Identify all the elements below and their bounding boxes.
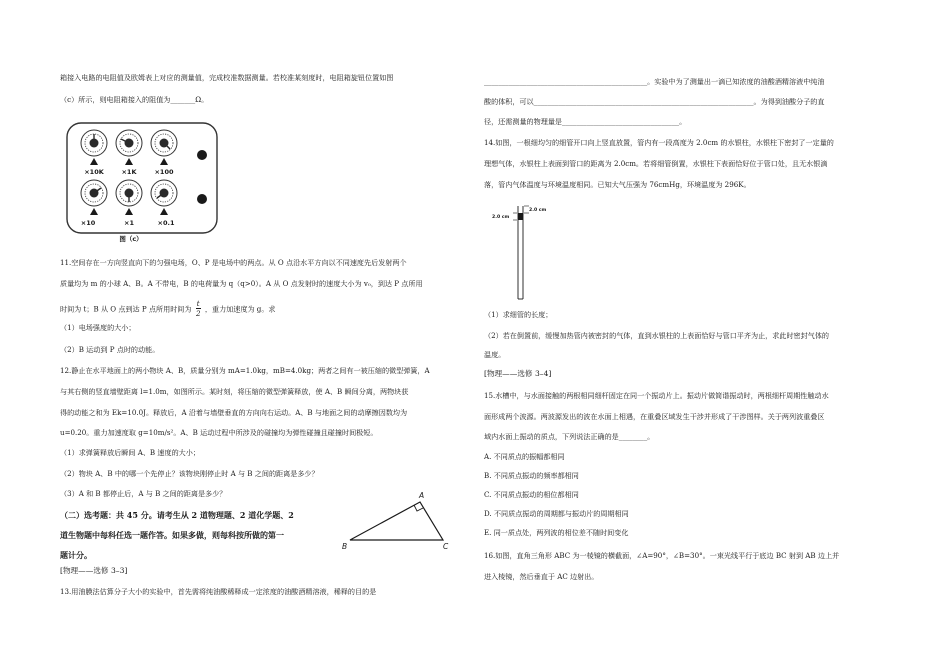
tube-label-right: 2.0 cm <box>529 208 547 213</box>
q15-option-a: A. 不同质点的振幅都相同 <box>484 452 565 461</box>
q11-line-1: 11.空间存在一方向竖直向下的匀强电场，O、P 是电场中的两点。从 O 点沿水平方向以不同速度先后发射两个 <box>60 258 407 267</box>
label-b: B <box>342 542 348 551</box>
q14-line-2: 理想气体，水银柱上表面到管口的距离为 2.0cm。若将细管倒置，水银柱下表面恰好位于管口处，且无水银滴 <box>484 159 828 168</box>
q12-line-4: u=0.20。重力加速度取 g=10m/s²。A、B 运动过程中所涉及的碰撞均为弹性碰撞且碰撞时间极短。 <box>60 428 378 437</box>
figure-c-caption: 图（c） <box>119 235 143 243</box>
tube-figure <box>484 202 564 306</box>
q13-line-1: 13.用油膜法估算分子大小的实验中，首先需将纯油酸稀释成一定浓度的油酸酒精溶液，稀释的目的是 <box>60 587 377 596</box>
dial-x100 <box>151 130 177 156</box>
label-x1: ×1 <box>124 219 134 227</box>
q11-line-2: 质量均为 m 的小球 A、B。A 不带电，B 的电荷量为 q（q>0）。A 从 O 点发射时的速度大小为 v₀，到达 P 点所用 <box>60 279 423 288</box>
q12-line-2: 与其右侧的竖直墙壁距离 l=1.0m，如图所示。某时刻，将压缩的微型弹簧释放，使 A、B 瞬间分离，两物块获 <box>60 387 409 396</box>
q16-line-2: 进入棱镜，然后垂直于 AC 边射出。 <box>484 572 599 581</box>
q14-line-1: 14.如图，一根细均匀的细管开口向上竖直放置，管内有一段高度为 2.0cm 的水银柱，水银柱下密封了一定量的 <box>484 138 834 147</box>
q11-part-1: （1）电场强度的大小； <box>60 323 136 332</box>
q13-cont-line-2: 酸的体积，可以______________________________________________________________。为得到油酸分子的直 <box>484 97 825 106</box>
q14-line-3: 落，管内气体温度与环境温度相同。已知大气压强为 76cmHg，环境温度为 296K。 <box>484 180 751 189</box>
q14-part-2: （2）若在倒置前，缓慢加热管内被密封的气体，直到水银柱的上表面恰好与管口平齐为止，求此时密封气体的 <box>484 331 830 340</box>
label-x10: ×10 <box>80 219 96 227</box>
intro-line-1: 箱接入电路的电阻值及欧姆表上对应的测量值，完成校准数据测量。若校准某刻度时，电阻箱旋钮位置如图 <box>60 73 394 82</box>
q11-part-2: （2）B 运动到 P 点时的动能。 <box>60 345 160 354</box>
q15-option-d: D. 不同质点振动的周期都与振动片的周期相同 <box>484 509 629 518</box>
q12-part-3: （3）A 和 B 都停止后，A 与 B 之间的距离是多少？ <box>60 489 227 498</box>
label-x1k: ×1K <box>121 168 137 176</box>
q16-line-1: 16.如图，直角三角形 ABC 为一棱镜的横截面，∠A=90°，∠B=30°。一束光线平行于底边 BC 射到 AB 边上并 <box>484 551 840 560</box>
right-angle-mark <box>414 505 423 511</box>
triangle-figure <box>340 488 460 558</box>
resistance-box-figure <box>60 115 220 250</box>
elective-heading-2: 道生物题中每科任选一题作答。如果多做，则每科按所做的第一 <box>60 530 284 540</box>
label-c: C <box>443 542 449 551</box>
mercury-column <box>518 213 523 220</box>
label-x0-1: ×0.1 <box>157 219 175 227</box>
terminal-top <box>197 150 207 160</box>
q13-cont-line-1: ______________________________________________。实验中为了测量出一滴已知浓度的油酸酒精溶液中纯油 <box>484 77 825 86</box>
q12-line-1: 12.静止在水平地面上的两小物块 A、B，质量分别为 mA=1.0kg，mB=4.0kg；两者之间有一被压缩的微型弹簧，A <box>60 366 430 375</box>
q11-line-3 <box>60 300 276 319</box>
q13-cont-line-3: 径，还需测量的物理量是_________________________________。 <box>484 117 687 126</box>
dial-x0-1 <box>151 180 177 206</box>
dial-x10k <box>81 130 107 156</box>
fraction-numerator: t <box>196 299 200 308</box>
label-x100: ×100 <box>154 168 174 176</box>
label-a: A <box>419 491 425 500</box>
q15-option-e: E. 同一质点处，两列波的相位差不随时间变化 <box>484 528 629 537</box>
intro-line-2: （c）所示，则电阻箱接入的阻值为_______Ω。 <box>60 95 209 104</box>
tube-label-left: 2.0 cm <box>492 215 510 220</box>
triangle-abc <box>350 502 443 540</box>
q11-line-3-b: ，重力加速度为 g。求 <box>204 304 276 314</box>
q12-part-1: （1）求弹簧释放后瞬间 A、B 速度的大小； <box>60 448 200 457</box>
q15-line-3: 域内水面上振动的质点，下列说法正确的是________。 <box>484 432 655 441</box>
fraction-denominator: 2 <box>195 309 201 318</box>
elective-tag-3-3: [物理——选修 3–3] <box>60 566 128 575</box>
label-x10k: ×10K <box>84 168 104 176</box>
q14-part-2-cont: 温度。 <box>484 350 506 359</box>
elective-heading-3: 题计分。 <box>60 550 92 560</box>
terminal-bottom <box>197 194 207 204</box>
q15-option-b: B. 不同质点振动的频率都相同 <box>484 471 579 480</box>
elective-tag-3-4: [物理——选修 3–4] <box>484 369 552 378</box>
q14-part-1: （1）求细管的长度； <box>484 310 553 319</box>
q11-line-3-a: 时间为 t；B 从 O 点到达 P 点所用时间为 <box>60 304 192 314</box>
q15-option-c: C. 不同质点振动的相位都相同 <box>484 490 579 499</box>
q15-line-2: 面形成两个波源。两波源发出的波在水面上相遇，在重叠区域发生干涉并形成了干涉图样。关于两列波重叠区 <box>484 412 825 421</box>
dial-x1 <box>116 180 142 206</box>
q12-part-2: （2）物块 A、B 中的哪一个先停止？该物块刚停止时 A 与 B 之间的距离是多少？ <box>60 469 319 478</box>
q15-line-1: 15.水槽中，与水面接触的两根相同细杆固定在同一个振动片上。振动片做简谐振动时，两根细杆周期性触动水 <box>484 391 829 400</box>
elective-heading-1: （二）选考题：共 45 分。请考生从 2 道物理题、2 道化学题、2 <box>60 510 294 520</box>
q12-line-3: 得的动能之和为 Ek=10.0J。释放后，A 沿着与墙壁垂直的方向向右运动。A、B 与地面之间的动摩擦因数均为 <box>60 408 408 417</box>
dial-x1k <box>116 130 142 156</box>
dial-x10 <box>81 180 107 206</box>
fraction-t-over-2 <box>196 299 201 318</box>
